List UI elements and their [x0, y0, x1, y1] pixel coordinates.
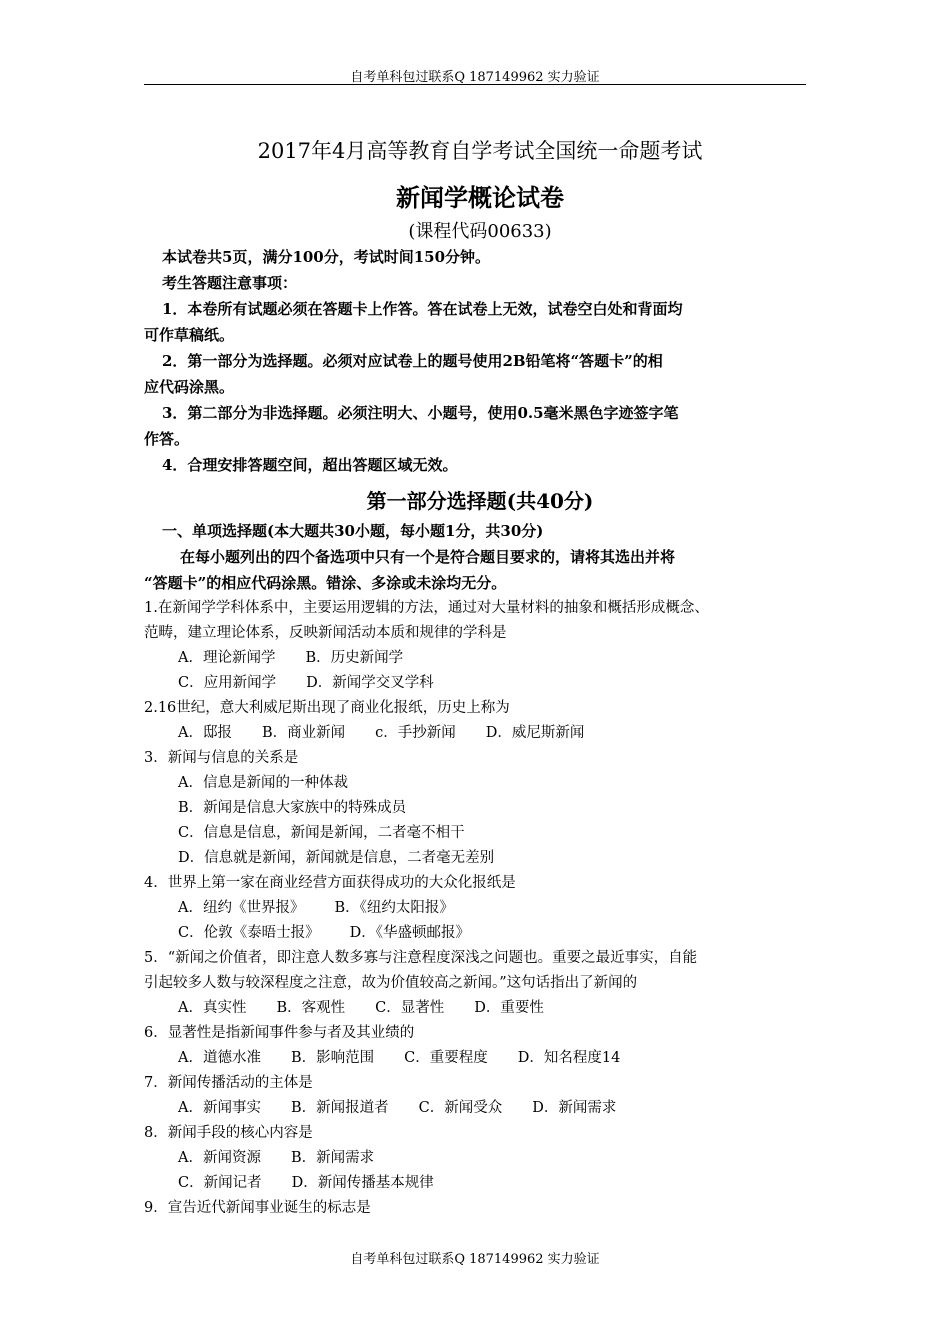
answer-option: C．新闻受众: [418, 1100, 503, 1116]
section-heading: 一、单项选择题(本大题共30小题，每小题1分，共30分): [162, 522, 544, 540]
answer-option: A．道德水准: [178, 1050, 261, 1066]
question-stem: 9．宣告近代新闻事业诞生的标志是: [144, 1200, 371, 1216]
answer-option: B．商业新闻: [261, 725, 346, 741]
option-row: [144, 1096, 816, 1121]
notice-item: [144, 296, 816, 348]
option-row: [144, 1146, 816, 1171]
question-item: [144, 596, 816, 696]
answer-option: B．新闻需求: [290, 1150, 375, 1166]
answer-option: D．重要性: [474, 1000, 544, 1016]
exam-title: 2017年4月高等教育自学考试全国统一命题考试: [257, 139, 703, 163]
option-row: [144, 1046, 816, 1071]
answer-option: A．新闻资源: [178, 1150, 261, 1166]
answer-option: C．伦敦《泰晤士报》: [178, 925, 320, 941]
question-stem: 8．新闻手段的核心内容是: [144, 1125, 313, 1141]
question-stem: 1.在新闻学学科体系中，主要运用逻辑的方法，通过对大量材料的抽象和概括形成概念、: [144, 600, 709, 616]
question-item: [144, 1196, 816, 1221]
header-rule: [144, 84, 806, 85]
answer-option: D．新闻传播基本规律: [291, 1175, 434, 1191]
question-stem: 4．世界上第一家在商业经营方面获得成功的大众化报纸是: [144, 875, 516, 891]
answer-option: A．邸报: [178, 725, 232, 741]
answer-option: C．重要程度: [404, 1050, 488, 1066]
question-stem: 5．“新闻之价值者，即注意人数多寡与注意程度深浅之问题也。重要之最近事实，自能: [144, 950, 698, 966]
answer-option: D．新闻需求: [532, 1100, 617, 1116]
part-title: 第一部分选择题(共40分): [366, 489, 594, 513]
question-stem-continued: 引起较多人数与较深程度之注意，故为价值较高之新闻。”这句话指出了新闻的: [144, 975, 638, 991]
answer-option: A．理论新闻学: [178, 650, 276, 666]
section-instruction-continued: “答题卡”的相应代码涂黑。错涂、多涂或未涂均无分。: [144, 574, 507, 592]
question-item: [144, 1021, 816, 1071]
question-item: [144, 1071, 816, 1121]
answer-option: A．真实性: [178, 1000, 247, 1016]
answer-option: D．知名程度14: [517, 1050, 621, 1066]
notice-line: 1．本卷所有试题必须在答题卡上作答。答在试卷上无效，试卷空白处和背面均: [162, 300, 683, 318]
answer-option: D．新闻学交叉学科: [306, 675, 434, 691]
section-instruction: 在每小题列出的四个备选项中只有一个是符合题目要求的，请将其选出并将: [180, 548, 676, 566]
option-row: [144, 771, 816, 796]
answer-option: C．应用新闻学: [178, 675, 277, 691]
notice-item: [144, 452, 816, 478]
answer-option: D．《华盛顿邮报》: [349, 925, 470, 941]
question-stem: 3．新闻与信息的关系是: [144, 750, 299, 766]
answer-option: A．信息是新闻的一种体裁: [178, 775, 348, 791]
option-row: [144, 821, 816, 846]
answer-option: C．显著性: [375, 1000, 445, 1016]
question-item: [144, 871, 816, 946]
question-stem-continued: 范畴，建立理论体系，反映新闻活动本质和规律的学科是: [144, 625, 507, 641]
question-list: [144, 596, 816, 1221]
option-row: [144, 896, 816, 921]
notice-line-continued: 作答。: [144, 430, 190, 448]
question-item: [144, 946, 816, 1021]
question-item: [144, 746, 816, 871]
notice-item: [144, 400, 816, 452]
answer-option: B．新闻是信息大家族中的特殊成员: [178, 800, 407, 816]
answer-option: B．《纽约太阳报》: [334, 900, 454, 916]
answer-option: B．影响范围: [290, 1050, 375, 1066]
answer-option: B．新闻报道者: [290, 1100, 389, 1116]
option-row: [144, 646, 816, 671]
notice-line: 3．第二部分为非选择题。必须注明大、小题号，使用0.5毫米黑色字迹签字笔: [162, 404, 679, 422]
question-item: [144, 696, 816, 746]
answer-option: D．信息就是新闻，新闻就是信息，二者毫无差别: [178, 850, 495, 866]
option-row: [144, 721, 816, 746]
exam-summary: 本试卷共5页，满分100分，考试时间150分钟。: [162, 248, 491, 266]
notice-line-continued: 应代码涂黑。: [144, 378, 235, 396]
answer-option: A．纽约《世界报》: [178, 900, 305, 916]
question-stem: 2.16世纪，意大利威尼斯出现了商业化报纸，历史上称为: [144, 700, 510, 716]
notice-list: [144, 296, 816, 478]
notice-line: 4．合理安排答题空间，超出答题区域无效。: [162, 456, 458, 474]
answer-option: D．威尼斯新闻: [485, 725, 585, 741]
answer-option: c．手抄新闻: [375, 725, 456, 741]
notice-heading: 考生答题注意事项：: [162, 274, 298, 292]
option-row: [144, 796, 816, 821]
question-item: [144, 1121, 816, 1196]
page-header: 自考单科包过联系Q 187149962 实力验证: [350, 70, 600, 85]
course-code: (课程代码00633): [408, 221, 552, 242]
notice-line-continued: 可作草稿纸。: [144, 326, 235, 344]
option-row: [144, 1171, 816, 1196]
document-body: [144, 136, 816, 1221]
page-footer: 自考单科包过联系Q 187149962 实力验证: [350, 1252, 600, 1267]
paper-title: 新闻学概论试卷: [396, 183, 564, 212]
option-row: [144, 846, 816, 871]
answer-option: B．历史新闻学: [305, 650, 404, 666]
option-row: [144, 671, 816, 696]
question-stem: 7．新闻传播活动的主体是: [144, 1075, 313, 1091]
answer-option: C．信息是信息，新闻是新闻，二者毫不相干: [178, 825, 465, 841]
option-row: [144, 921, 816, 946]
notice-line: 2．第一部分为选择题。必须对应试卷上的题号使用2B铅笔将“答题卡”的相: [162, 352, 663, 370]
answer-option: B．客观性: [276, 1000, 346, 1016]
notice-item: [144, 348, 816, 400]
answer-option: A．新闻事实: [178, 1100, 261, 1116]
question-stem: 6．显著性是指新闻事件参与者及其业绩的: [144, 1025, 415, 1041]
option-row: [144, 996, 816, 1021]
answer-option: C．新闻记者: [178, 1175, 262, 1191]
